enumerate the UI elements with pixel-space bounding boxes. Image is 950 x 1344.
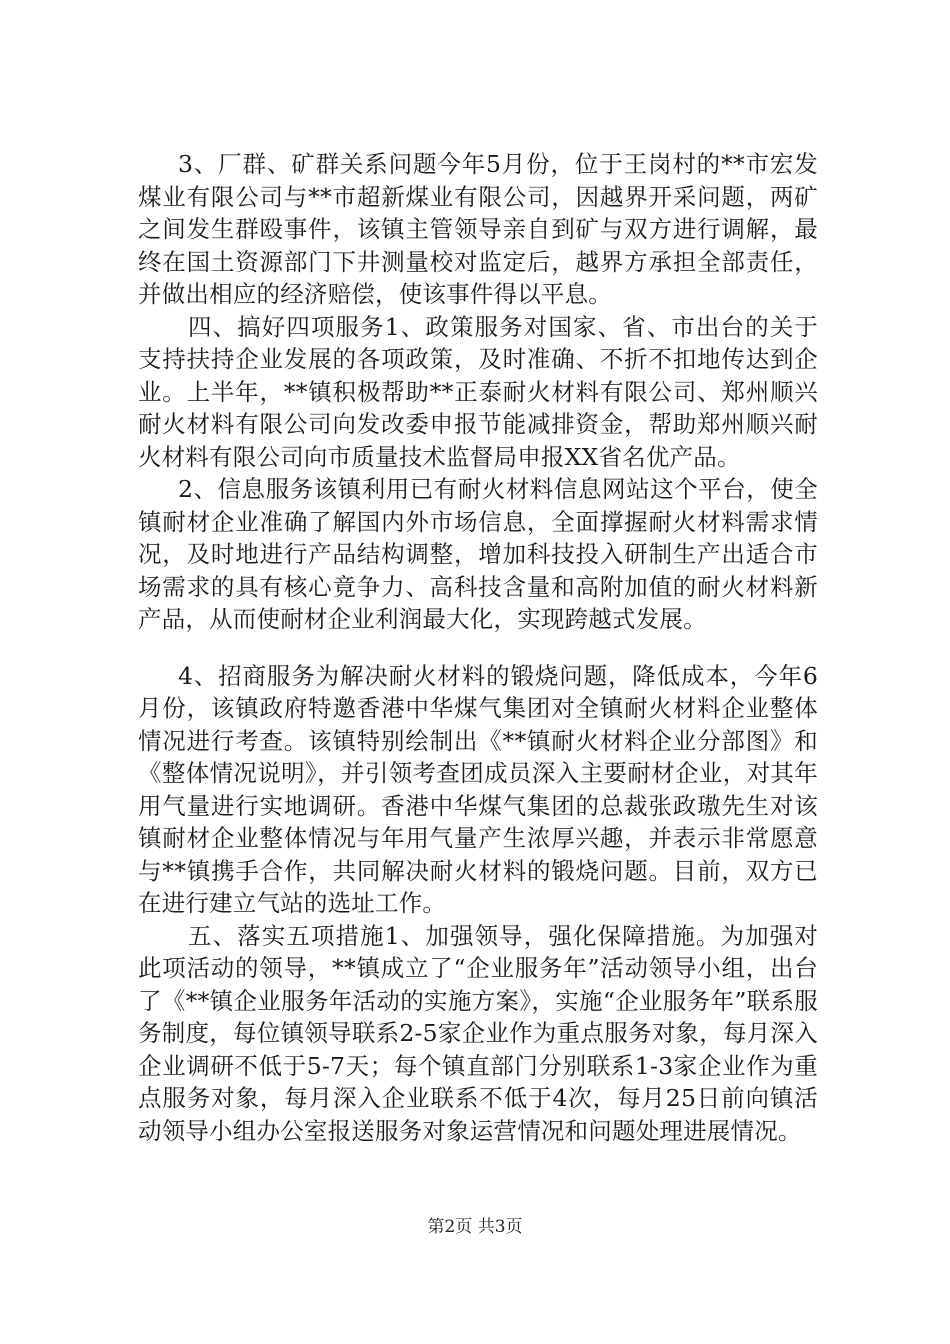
paragraph-information-service: 2、信息服务该镇利用已有耐火材料信息网站这个平台，使全镇耐材企业准确了解国内外市场信息，全面撑握耐火材料需求情况，及时地进行产品结构调整，增加科技投入研制生产出适合市场需求的具有核心竟争力、高科技含量和高附加值的耐火材料新产品，从而使耐材企业利润最大化，实现跨越式发展。	[138, 475, 818, 633]
paragraph-labor-relations: 3、厂群、矿群关系问题今年5月份，位于王岗村的**市宏发煤业有限公司与**市超新煤业有限公司，因越界开采问题，两矿之间发生群殴事件，该镇主管领导亲自到矿与双方进行调解，最终在国土资源部门下井测量校对监定后，越界方承担全部责任，并做出相应的经济赔偿，使该事件得以平息。	[138, 150, 818, 308]
page-number-footer: 第2页 共3页	[427, 1217, 523, 1237]
paragraph-five-measures: 五、落实五项措施1、加强领导，强化保障措施。为加强对此项活动的领导，**镇成立了“企业服务年”活动领导小组，出台了《**镇企业服务年活动的实施方案》，实施“企业服务年”联系服务制度，每位镇领导联系2-5家企业作为重点服务对象，每月深入企业调研不低于5-7天；每个镇直部门分别联系1-3家企业作为重点服务对象，每月深入企业联系不低于4次，每月25日前向镇活动领导小组办公室报送服务对象运营情况和问题处理进展情况。	[138, 921, 818, 1145]
paragraph-investment-service: 4、招商服务为解决耐火材料的锻烧问题，降低成本，今年6月份，该镇政府特邀香港中华煤气集团对全镇耐火材料企业整体情况进行考查。该镇特别绘制出《**镇耐火材料企业分部图》和《整体情况说明》，并引领考查团成员深入主要耐材企业，对其年用气量进行实地调研。香港中华煤气集团的总裁张政璈先生对该镇耐材企业整体情况与年用气量产生浓厚兴趣，并表示非常愿意与**镇携手合作，共同解决耐火材料的锻烧问题。目前，双方已在进行建立气站的选址工作。	[138, 661, 818, 917]
document-body	[138, 148, 818, 1147]
paragraph-four-services: 四、搞好四项服务1、政策服务对国家、省、市出台的关于支持扶持企业发展的各项政策，及时准确、不折不扣地传达到企业。上半年，**镇积极帮助**正泰耐火材料有限公司、郑州顺兴耐火材料有限公司向发改委申报节能减排资金，帮助郑州顺兴耐火材料有限公司向市质量技术监督局申报XX省名优产品。	[138, 312, 818, 471]
